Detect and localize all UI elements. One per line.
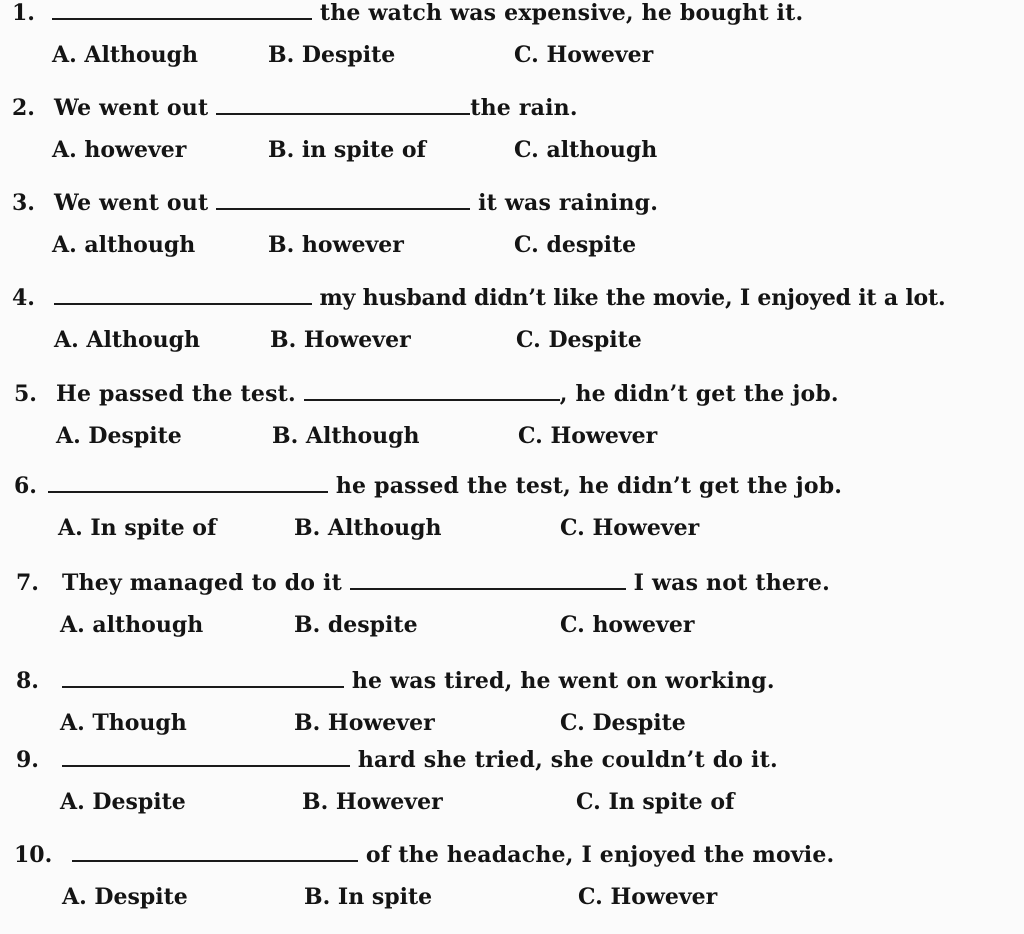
question-3 <box>0 190 1024 282</box>
stem-before: They managed to do it <box>62 570 350 596</box>
stem-after: I was not there. <box>625 570 830 596</box>
option-b[interactable]: B. in spite of <box>268 137 427 163</box>
question-9 <box>0 747 1024 839</box>
option-b[interactable]: B. however <box>268 232 404 258</box>
answer-blank[interactable] <box>304 383 560 401</box>
answer-blank[interactable] <box>62 749 350 767</box>
question-number: 10. <box>14 842 53 868</box>
option-a[interactable]: A. although <box>60 612 204 638</box>
option-c[interactable]: C. Despite <box>560 710 686 736</box>
question-number: 8. <box>16 668 39 694</box>
question-1 <box>0 0 1024 92</box>
stem-after: of the headache, I enjoyed the movie. <box>358 842 835 868</box>
stem-after: my husband didn’t like the movie, I enjoyed it a lot. <box>312 285 946 311</box>
question-stem <box>52 0 803 26</box>
question-number: 7. <box>16 570 39 596</box>
option-a[interactable]: A. Despite <box>60 789 186 815</box>
stem-after: it was raining. <box>470 190 659 216</box>
option-b[interactable]: B. In spite <box>304 884 433 910</box>
stem-after: the rain. <box>470 95 578 121</box>
question-number: 3. <box>12 190 35 216</box>
answer-blank[interactable] <box>54 287 312 305</box>
option-b[interactable]: B. However <box>294 710 435 736</box>
answer-blank[interactable] <box>350 572 626 590</box>
question-stem <box>56 381 839 407</box>
option-c[interactable]: C. In spite of <box>576 789 735 815</box>
question-number: 9. <box>16 747 39 773</box>
answer-blank[interactable] <box>216 192 470 210</box>
question-number: 2. <box>12 95 35 121</box>
option-a[interactable]: A. however <box>52 137 187 163</box>
question-7 <box>0 570 1024 662</box>
stem-after: the watch was expensive, he bought it. <box>312 0 804 26</box>
option-c[interactable]: C. However <box>514 42 654 68</box>
option-a[interactable]: A. Though <box>60 710 187 736</box>
question-number: 1. <box>12 0 35 26</box>
question-stem <box>62 668 775 694</box>
question-number: 6. <box>14 473 37 499</box>
option-c[interactable]: C. despite <box>514 232 637 258</box>
option-c[interactable]: C. However <box>560 515 700 541</box>
answer-blank[interactable] <box>72 844 358 862</box>
option-c[interactable]: C. although <box>514 137 658 163</box>
option-b[interactable]: B. However <box>270 327 411 353</box>
answer-blank[interactable] <box>52 2 312 20</box>
question-10 <box>0 842 1024 934</box>
option-a[interactable]: A. In spite of <box>58 515 217 541</box>
stem-before: We went out <box>54 95 217 121</box>
answer-blank[interactable] <box>48 475 328 493</box>
question-stem <box>54 285 945 311</box>
question-stem <box>54 95 578 121</box>
stem-after: he was tired, he went on working. <box>344 668 775 694</box>
option-a[interactable]: A. although <box>52 232 196 258</box>
question-number: 4. <box>12 285 35 311</box>
option-b[interactable]: B. Although <box>272 423 420 449</box>
question-stem <box>62 747 778 773</box>
question-stem <box>54 190 658 216</box>
answer-blank[interactable] <box>216 97 470 115</box>
option-b[interactable]: B. Despite <box>268 42 396 68</box>
option-a[interactable]: A. Despite <box>56 423 182 449</box>
option-c[interactable]: C. Despite <box>516 327 642 353</box>
answer-blank[interactable] <box>62 670 344 688</box>
stem-after: he passed the test, he didn’t get the job. <box>328 473 843 499</box>
option-a[interactable]: A. Although <box>54 327 201 353</box>
question-4 <box>0 285 1024 377</box>
question-stem <box>62 570 830 596</box>
stem-after: hard she tried, she couldn’t do it. <box>350 747 778 773</box>
option-a[interactable]: A. Although <box>52 42 199 68</box>
stem-after: , he didn’t get the job. <box>559 381 839 407</box>
option-b[interactable]: B. despite <box>294 612 418 638</box>
option-c[interactable]: C. However <box>518 423 658 449</box>
option-c[interactable]: C. however <box>560 612 695 638</box>
option-a[interactable]: A. Despite <box>62 884 188 910</box>
question-number: 5. <box>14 381 37 407</box>
stem-before: We went out <box>54 190 217 216</box>
question-stem <box>72 842 834 868</box>
question-5 <box>0 381 1024 473</box>
question-stem <box>48 473 842 499</box>
option-b[interactable]: B. Although <box>294 515 442 541</box>
option-b[interactable]: B. However <box>302 789 443 815</box>
option-c[interactable]: C. However <box>578 884 718 910</box>
question-6 <box>0 473 1024 565</box>
stem-before: He passed the test. <box>56 381 304 407</box>
question-2 <box>0 95 1024 187</box>
